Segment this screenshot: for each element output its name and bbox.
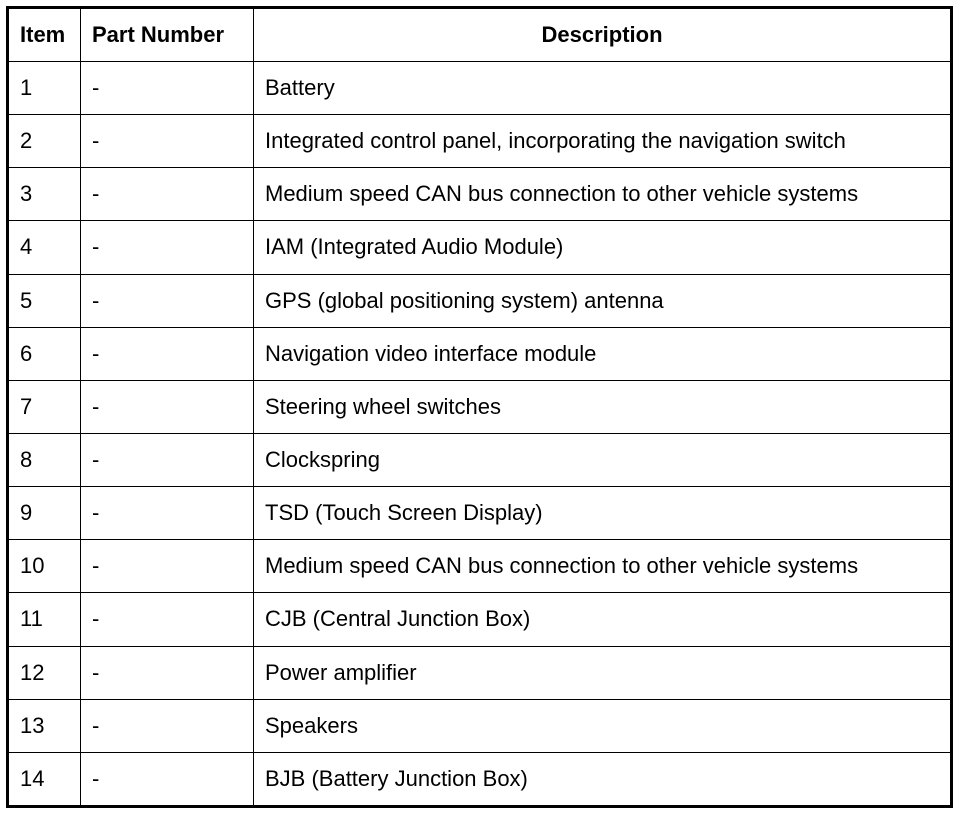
- table-row: [8, 646, 952, 699]
- cell-item: 12: [8, 646, 81, 699]
- header-part-number: Part Number: [81, 8, 254, 62]
- cell-item: 8: [8, 433, 81, 486]
- cell-part-number: -: [81, 433, 254, 486]
- cell-part-number: -: [81, 168, 254, 221]
- table-row: [8, 699, 952, 752]
- cell-item: 5: [8, 274, 81, 327]
- table-body: [8, 62, 952, 807]
- table-row: [8, 540, 952, 593]
- cell-item: 7: [8, 380, 81, 433]
- cell-part-number: -: [81, 646, 254, 699]
- parts-table: [6, 6, 953, 808]
- table-row: [8, 752, 952, 806]
- table-row: [8, 380, 952, 433]
- cell-item: 3: [8, 168, 81, 221]
- cell-item: 6: [8, 327, 81, 380]
- header-row: [8, 8, 952, 62]
- cell-item: 9: [8, 487, 81, 540]
- cell-description: Speakers: [254, 699, 952, 752]
- cell-description: Medium speed CAN bus connection to other vehicle systems: [254, 540, 952, 593]
- cell-item: 2: [8, 115, 81, 168]
- table-row: [8, 62, 952, 115]
- cell-description: BJB (Battery Junction Box): [254, 752, 952, 806]
- cell-description: Integrated control panel, incorporating the navigation switch: [254, 115, 952, 168]
- header-description: Description: [254, 8, 952, 62]
- table-row: [8, 115, 952, 168]
- cell-item: 11: [8, 593, 81, 646]
- cell-description: Navigation video interface module: [254, 327, 952, 380]
- cell-part-number: -: [81, 593, 254, 646]
- cell-description: Battery: [254, 62, 952, 115]
- cell-part-number: -: [81, 221, 254, 274]
- table-row: [8, 593, 952, 646]
- cell-description: Medium speed CAN bus connection to other vehicle systems: [254, 168, 952, 221]
- cell-part-number: -: [81, 540, 254, 593]
- table-row: [8, 274, 952, 327]
- cell-item: 4: [8, 221, 81, 274]
- cell-part-number: -: [81, 752, 254, 806]
- table-header: [8, 8, 952, 62]
- cell-description: Steering wheel switches: [254, 380, 952, 433]
- cell-part-number: -: [81, 62, 254, 115]
- cell-item: 14: [8, 752, 81, 806]
- cell-description: Power amplifier: [254, 646, 952, 699]
- header-item: Item: [8, 8, 81, 62]
- table-row: [8, 487, 952, 540]
- cell-item: 13: [8, 699, 81, 752]
- cell-description: GPS (global positioning system) antenna: [254, 274, 952, 327]
- cell-item: 10: [8, 540, 81, 593]
- cell-description: TSD (Touch Screen Display): [254, 487, 952, 540]
- cell-part-number: -: [81, 327, 254, 380]
- cell-description: Clockspring: [254, 433, 952, 486]
- cell-part-number: -: [81, 487, 254, 540]
- cell-description: IAM (Integrated Audio Module): [254, 221, 952, 274]
- table-row: [8, 433, 952, 486]
- table-row: [8, 168, 952, 221]
- table-row: [8, 327, 952, 380]
- cell-part-number: -: [81, 115, 254, 168]
- cell-part-number: -: [81, 380, 254, 433]
- cell-part-number: -: [81, 274, 254, 327]
- cell-item: 1: [8, 62, 81, 115]
- cell-description: CJB (Central Junction Box): [254, 593, 952, 646]
- cell-part-number: -: [81, 699, 254, 752]
- table-row: [8, 221, 952, 274]
